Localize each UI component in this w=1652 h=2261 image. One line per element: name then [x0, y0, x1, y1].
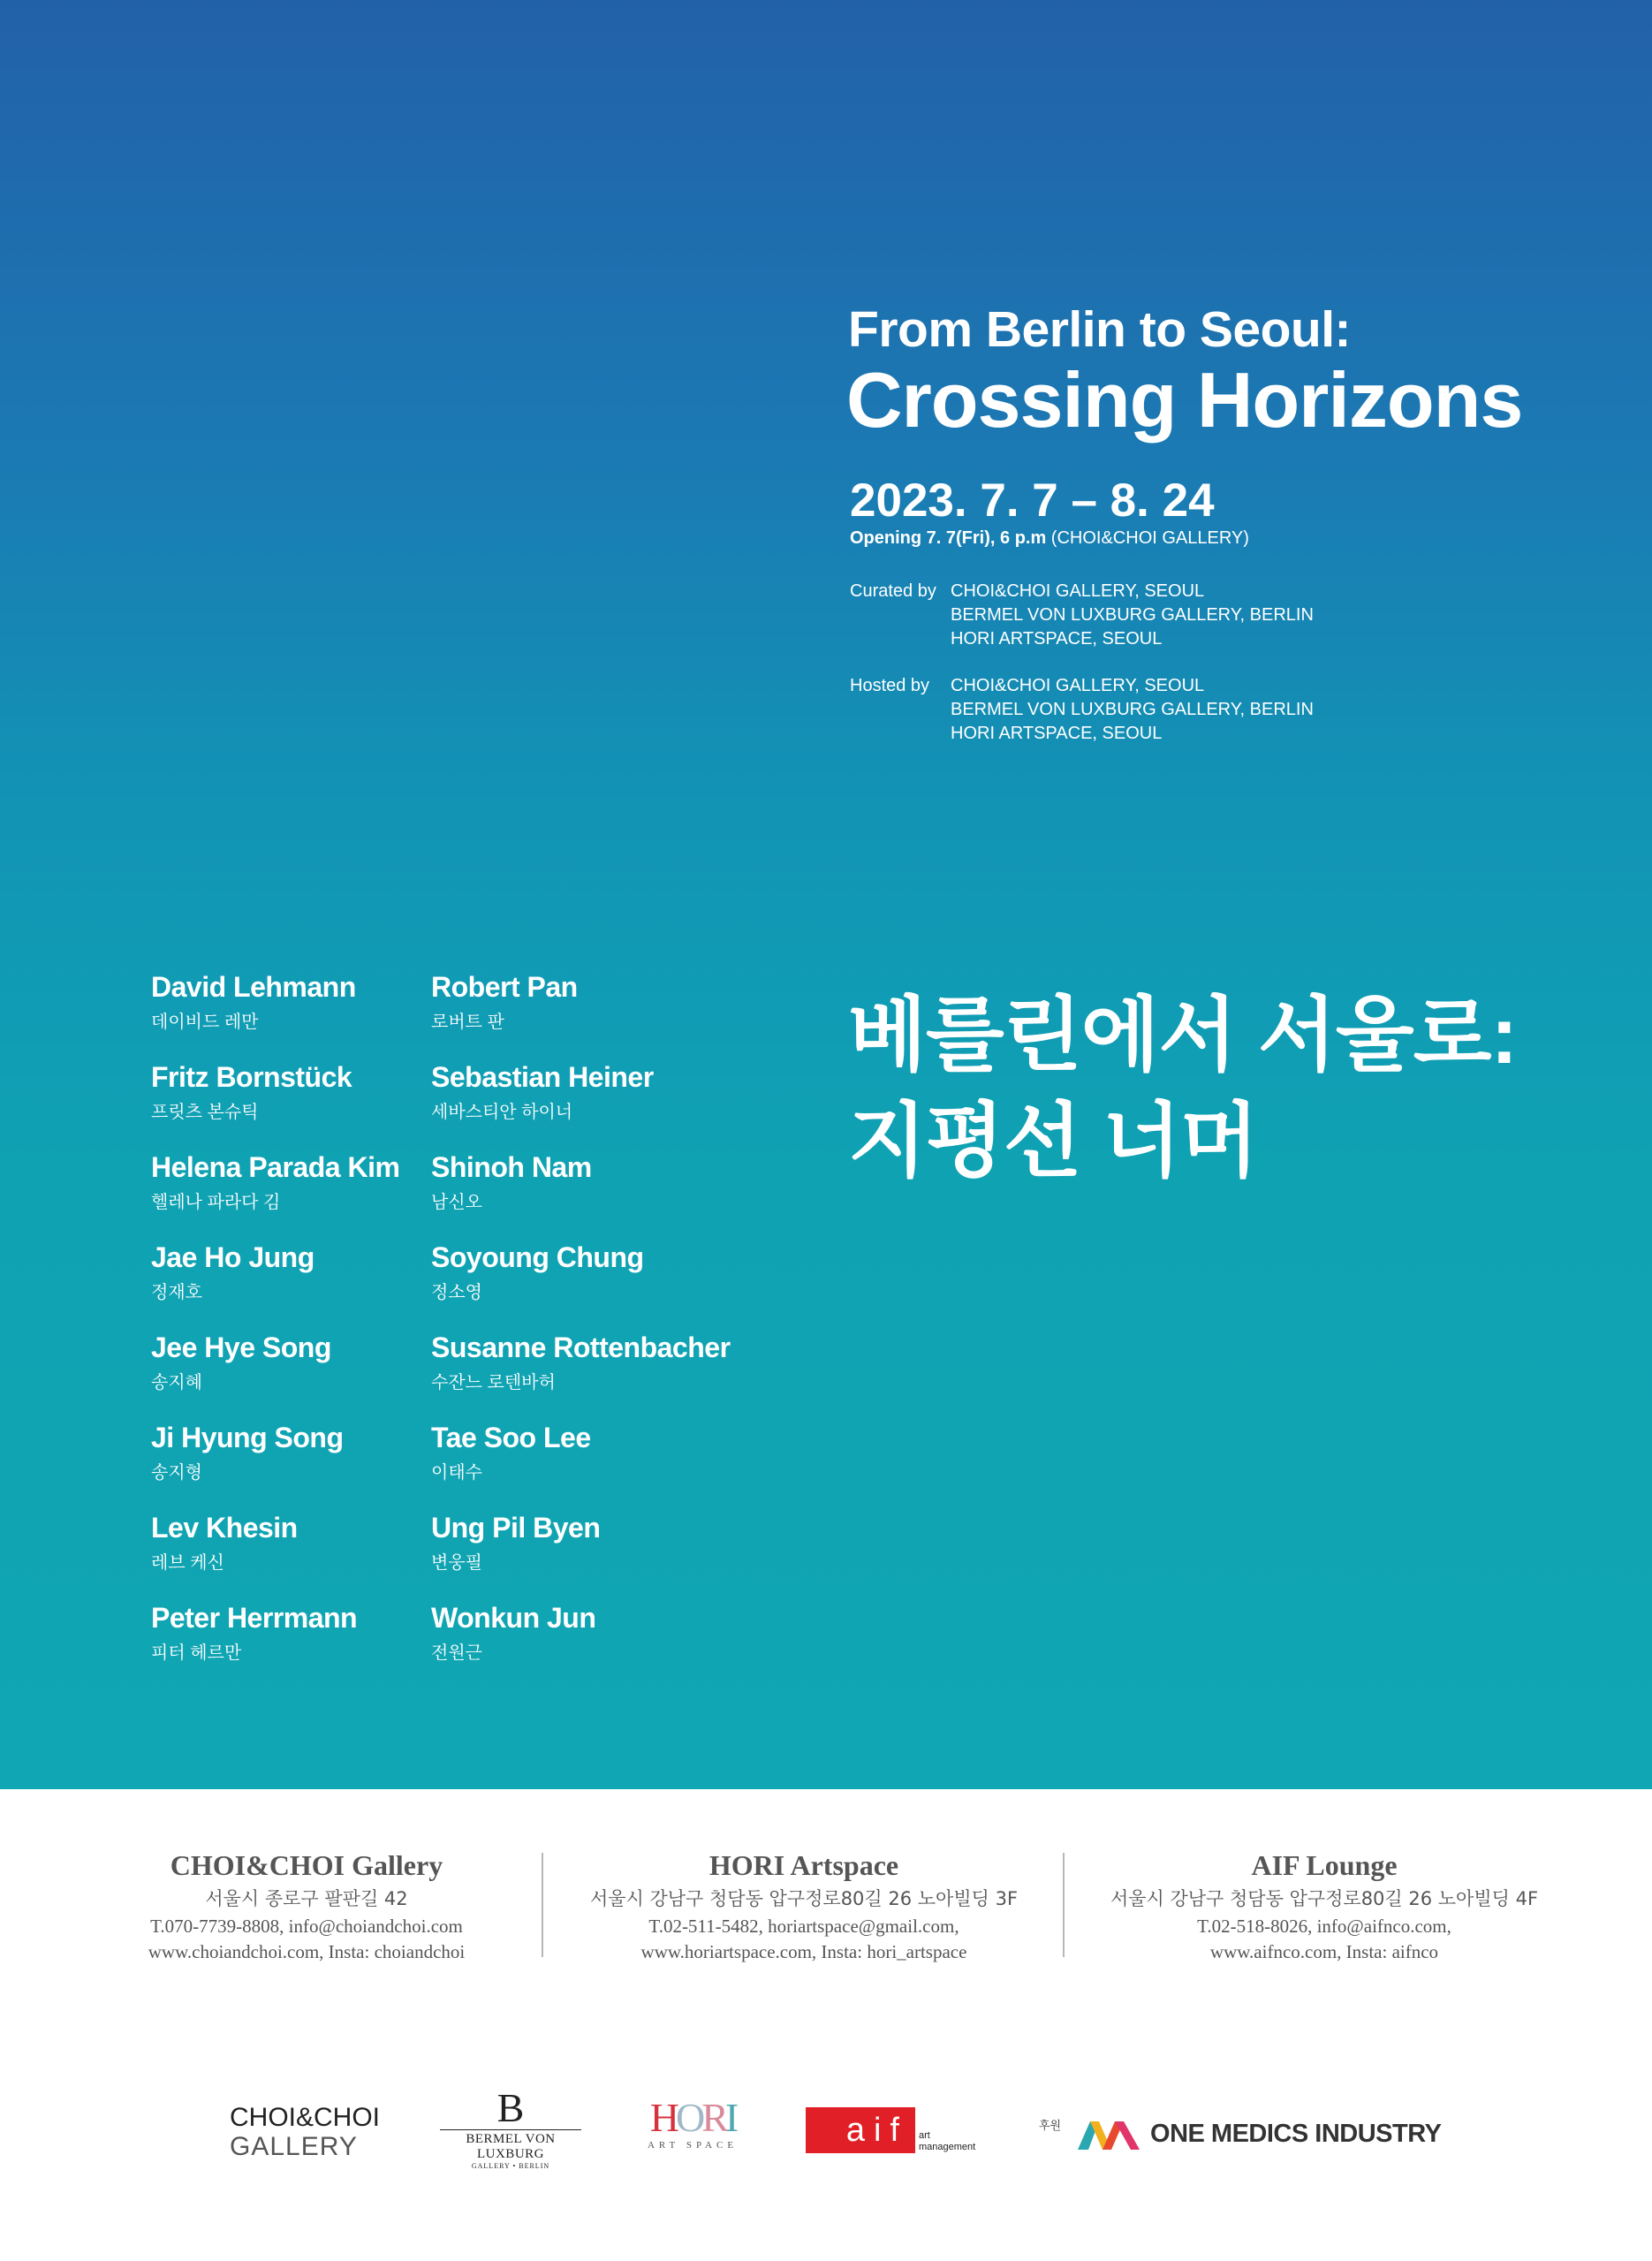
- artist-entry: [431, 1331, 731, 1393]
- curated-item: BERMEL VON LUXBURG GALLERY, BERLIN: [951, 605, 1314, 625]
- artist-name-en: Lev Khesin: [151, 1512, 298, 1544]
- bermel-mark: B: [496, 2085, 525, 2130]
- curated-item: HORI ARTSPACE, SEOUL: [951, 629, 1163, 649]
- artist-name-ko: 헬레나 파라다 김: [151, 1193, 281, 1212]
- artist-name-en: Tae Soo Lee: [431, 1422, 591, 1453]
- venue-address: 서울시 종로구 팔판길 42: [205, 1888, 408, 1909]
- artist-entry: [151, 970, 356, 1033]
- choi-logo-line1: CHOI&CHOI: [230, 2103, 381, 2132]
- hosted-item: BERMEL VON LUXBURG GALLERY, BERLIN: [951, 700, 1314, 719]
- venue-hori: [557, 1848, 1051, 1963]
- artist-name-ko: 정재호: [151, 1283, 202, 1302]
- hori-letter-h: H: [649, 2095, 676, 2140]
- venue-web: www.aifnco.com, Insta: aifnco: [1209, 1941, 1439, 1962]
- artist-name-en: Shinoh Nam: [431, 1151, 592, 1183]
- artist-name-en: Helena Parada Kim: [151, 1151, 400, 1183]
- curated-item: CHOI&CHOI GALLERY, SEOUL: [951, 581, 1205, 601]
- artist-name-ko: 정소영: [431, 1283, 482, 1302]
- artist-entry: [151, 1060, 352, 1123]
- artist-entry: [151, 1421, 344, 1483]
- one-medics-m-icon: [1078, 2116, 1141, 2151]
- artist-entry: [431, 1601, 595, 1664]
- hosted-item: CHOI&CHOI GALLERY, SEOUL: [951, 676, 1205, 695]
- artist-name-ko: 레브 케신: [151, 1553, 224, 1573]
- aif-sub: [919, 2130, 975, 2153]
- artist-entry: [431, 1421, 591, 1483]
- logo-strip: [0, 2068, 1652, 2261]
- artist-name-ko: 피터 헤르만: [151, 1643, 242, 1663]
- sponsor-name: ONE MEDICS INDUSTRY: [1150, 2119, 1442, 2148]
- opening-info: [850, 528, 1249, 549]
- artist-entry: [431, 1060, 654, 1123]
- hori-artspace-logo: [640, 2096, 746, 2151]
- artist-name-ko: 수잔느 로텐바허: [431, 1373, 556, 1392]
- artist-name-ko: 전원근: [431, 1643, 482, 1663]
- hosted-item: HORI ARTSPACE, SEOUL: [951, 724, 1163, 743]
- hori-mark: [640, 2096, 746, 2140]
- venue-name: CHOI&CHOI Gallery: [170, 1849, 443, 1881]
- title-ko-line2: 지평선 너머: [848, 1096, 1258, 1187]
- sponsor-label: 후원: [1039, 2119, 1062, 2132]
- aif-logo: [806, 2107, 975, 2153]
- artist-name-en: Ji Hyung Song: [151, 1422, 344, 1453]
- venue-web: www.horiartspace.com, Insta: hori_artspace: [640, 1941, 967, 1962]
- aif-sub-line2: management: [919, 2142, 976, 2152]
- title-en-line2: Crossing Horizons: [846, 356, 1523, 444]
- venue-aif: [1077, 1848, 1572, 1963]
- venue-name: HORI Artspace: [709, 1849, 899, 1881]
- venue-address: 서울시 강남구 청담동 압구정로80길 26 노아빌딩 3F: [589, 1888, 1019, 1909]
- artist-name-ko: 송지혜: [151, 1373, 202, 1392]
- hosted-label: Hosted by: [850, 676, 930, 695]
- artist-entry: [431, 1241, 644, 1303]
- artist-entry: [431, 1511, 600, 1574]
- artist-name-en: Jee Hye Song: [151, 1332, 331, 1363]
- title-ko-line1: 베를린에서 서울로:: [848, 990, 1518, 1081]
- venue-contact: T.02-511-5482, horiartspace@gmail.com,: [648, 1916, 959, 1937]
- bermel-sub: GALLERY • BERLIN: [471, 2162, 550, 2170]
- artist-entry: [151, 1150, 399, 1213]
- opening-venue: (CHOI&CHOI GALLERY): [1046, 528, 1249, 548]
- sponsor-logo: [1039, 2116, 1441, 2151]
- artist-name-en: Wonkun Jun: [431, 1602, 596, 1634]
- artist-name-en: Peter Herrmann: [151, 1602, 358, 1634]
- artist-name-en: David Lehmann: [151, 971, 356, 1003]
- artist-entry: [151, 1601, 357, 1664]
- curated-list: [951, 580, 1314, 651]
- artist-name-ko: 프릿츠 본슈틱: [151, 1103, 259, 1122]
- hori-sub: ART SPACE: [647, 2140, 739, 2151]
- artist-name-en: Ung Pil Byen: [431, 1512, 601, 1544]
- artist-name-ko: 변웅필: [431, 1553, 482, 1573]
- venue-divider: [542, 1853, 543, 1957]
- bermel-name: BERMEL VON LUXBURG: [440, 2129, 581, 2162]
- venue-contact: T.02-518-8026, info@aifnco.com,: [1197, 1916, 1451, 1937]
- choiandchoi-logo: [230, 2103, 380, 2161]
- artist-name-en: Robert Pan: [431, 971, 578, 1003]
- exhibition-dates: 2023. 7. 7 – 8. 24: [850, 474, 1215, 527]
- artist-name-en: Soyoung Chung: [431, 1241, 644, 1273]
- artist-entry: [431, 1150, 592, 1213]
- artist-entry: [431, 970, 578, 1033]
- aif-mark: aif: [806, 2107, 915, 2153]
- bermel-von-luxburg-logo: [440, 2087, 581, 2170]
- artist-name-en: Jae Ho Jung: [151, 1241, 314, 1273]
- opening-time: Opening 7. 7(Fri), 6 p.m: [850, 528, 1047, 548]
- artist-name-ko: 데이비드 레만: [151, 1013, 259, 1032]
- artist-name-ko: 세바스티안 하이너: [431, 1103, 573, 1122]
- curated-label: Curated by: [850, 581, 936, 601]
- hosted-list: [951, 674, 1314, 746]
- artist-name-ko: 로버트 판: [431, 1013, 504, 1032]
- artist-entry: [151, 1241, 314, 1303]
- artist-entry: [151, 1511, 298, 1574]
- venue-web: www.choiandchoi.com, Insta: choiandchoi: [148, 1941, 466, 1962]
- artist-name-ko: 남신오: [431, 1193, 482, 1212]
- venue-choiandchoi: [59, 1848, 554, 1963]
- artist-name-ko: 이태수: [431, 1463, 482, 1483]
- hori-letter-r: R: [701, 2095, 725, 2140]
- artist-name-en: Sebastian Heiner: [431, 1061, 654, 1093]
- artist-name-en: Fritz Bornstück: [151, 1061, 352, 1093]
- artist-name-ko: 송지형: [151, 1463, 202, 1483]
- title-en-line1: From Berlin to Seoul:: [848, 301, 1352, 358]
- hori-letter-i: I: [724, 2095, 736, 2140]
- choi-logo-line2: GALLERY: [230, 2132, 358, 2161]
- venue-contact: T.070-7739-8808, info@choiandchoi.com: [150, 1916, 463, 1937]
- artist-entry: [151, 1331, 331, 1393]
- artist-name-en: Susanne Rottenbacher: [431, 1332, 731, 1363]
- aif-sub-line1: art: [919, 2130, 930, 2141]
- hori-letter-o: O: [675, 2095, 702, 2140]
- venue-address: 서울시 강남구 청담동 압구정로80길 26 노아빌딩 4F: [1110, 1888, 1539, 1909]
- venue-divider: [1063, 1853, 1065, 1957]
- venue-name: AIF Lounge: [1251, 1849, 1398, 1881]
